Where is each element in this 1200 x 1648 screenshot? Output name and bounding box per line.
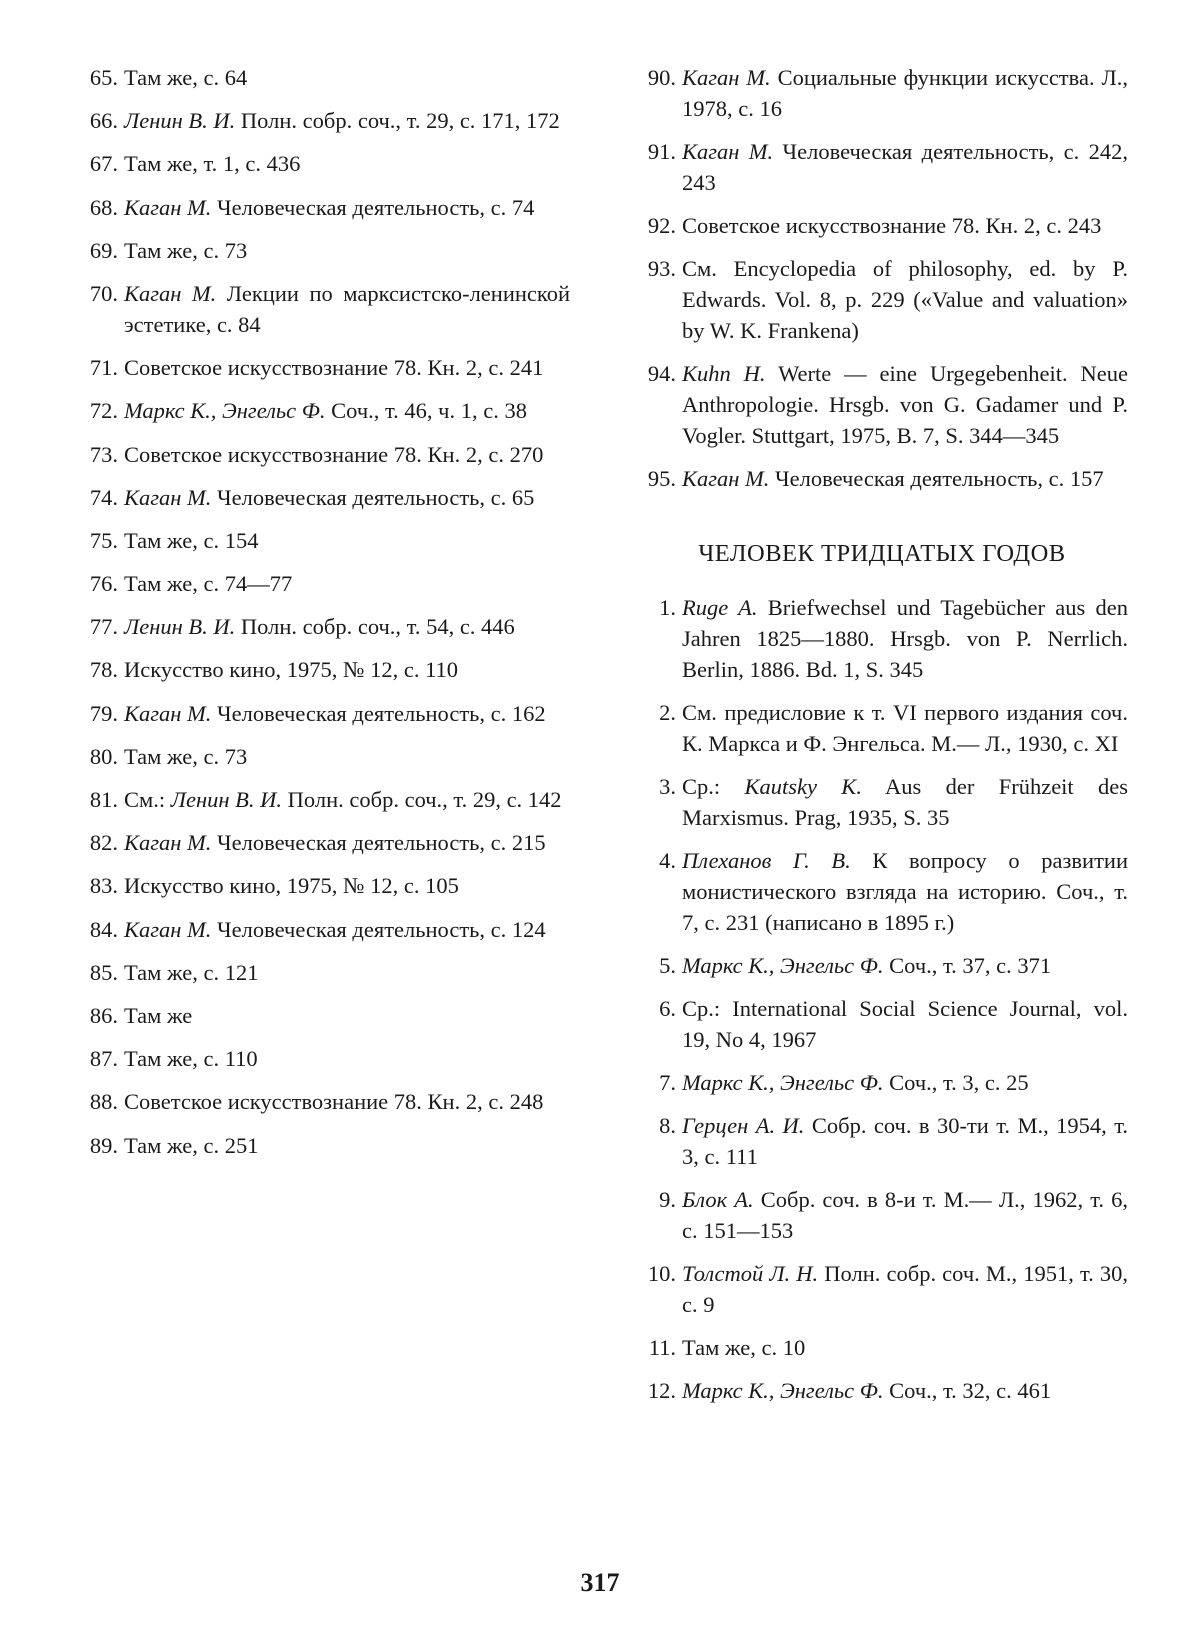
footnote-text: [124, 439, 570, 470]
footnote-item: [636, 463, 1128, 494]
footnote-item: [636, 210, 1128, 241]
footnote-body: Там же, с. 10: [682, 1335, 806, 1360]
footnote-body: Советское искусствознание 78. Кн. 2, с. 243: [682, 213, 1102, 238]
footnote-text: [124, 352, 570, 383]
footnote-item: [78, 148, 570, 179]
footnote-author: Каган М.: [682, 139, 774, 164]
footnote-text: [682, 1184, 1128, 1246]
footnote-text: [124, 568, 570, 599]
footnote-text: [682, 210, 1128, 241]
footnote-number: 79.: [89, 700, 118, 726]
footnote-number: 94.: [647, 361, 676, 386]
footnote-author: Каган М.: [124, 700, 212, 726]
footnote-text: [124, 482, 570, 513]
footnote-text: [124, 278, 570, 340]
footnote-item: [636, 845, 1128, 938]
footnote-number: 81.: [89, 787, 118, 812]
footnote-item: [78, 698, 570, 729]
footnote-text: [682, 62, 1128, 124]
footnote-number: 84.: [89, 916, 118, 942]
footnote-text: [124, 914, 570, 945]
footnote-body: Искусство кино, 1975, № 12, с. 110: [124, 657, 459, 683]
footnote-item: [636, 1184, 1128, 1246]
footnote-body: Полн. собр. соч., т. 29, с. 171, 172: [235, 108, 560, 134]
footnote-author: Каган М.: [682, 65, 771, 90]
footnote-number: 83.: [89, 873, 118, 899]
footnote-body: Там же, с. 74—77: [124, 571, 293, 597]
footnote-body: Там же, с. 64: [124, 65, 248, 90]
footnote-item: [78, 352, 570, 383]
footnote-item: [636, 771, 1128, 833]
footnote-author: Kautsky K.: [744, 774, 862, 799]
footnote-text: [124, 105, 570, 136]
footnote-item: [78, 192, 570, 223]
footnote-author: Ленин В. И.: [124, 108, 236, 134]
page-number: 317: [580, 1568, 620, 1597]
footnote-body: Там же, с. 110: [124, 1046, 258, 1072]
footnote-author: Каган М.: [124, 194, 212, 220]
footnote-text: [682, 1067, 1128, 1098]
footnote-body: Собр. соч. в 8-и т. М.— Л., 1962, т. 6, с. 151—153: [682, 1187, 1128, 1243]
footnote-body: Там же, с. 154: [124, 527, 259, 553]
footnote-body: Собр. соч. в 30-ти т. М., 1954, т. 3, с. 111: [682, 1113, 1128, 1169]
footnote-number: 2.: [659, 700, 676, 725]
footnote-item: [78, 784, 570, 815]
footnote-body: Человеческая деятельность, с. 74: [211, 194, 535, 220]
footnote-body: Полн. собр. соч., т. 29, с. 142: [282, 787, 562, 812]
footnote-item: [636, 1375, 1128, 1406]
right-column: [636, 62, 1128, 1418]
footnote-body: Briefwechsel und Tagebücher aus den Jahren 1825—1880. Hrsgb. von P. Nerrlich. Berlin, 1886. Bd. 1, S. 345: [682, 595, 1128, 682]
footnote-number: 67.: [89, 151, 118, 177]
footnote-number: 95.: [647, 466, 676, 491]
footnote-number: 73.: [89, 441, 118, 467]
footnote-item: [78, 1130, 570, 1161]
footnote-item: [78, 827, 570, 858]
footnote-author: Каган М.: [682, 466, 770, 491]
footnote-item: [78, 105, 570, 136]
footnote-author: Ruge A.: [682, 595, 758, 620]
footnote-body: Социальные функции искусства. Л., 1978, с. 16: [682, 65, 1129, 121]
footnote-author: Ленин В. И.: [124, 614, 236, 640]
footnote-text: [682, 1375, 1128, 1406]
footnote-number: 90.: [647, 65, 676, 90]
section-notes: [636, 592, 1128, 1406]
footnote-number: 72.: [89, 398, 118, 424]
footnote-text: [124, 654, 570, 685]
footnote-item: [636, 1110, 1128, 1172]
footnote-text: [124, 148, 570, 179]
footnote-item: [78, 1086, 570, 1117]
footnote-item: [78, 914, 570, 945]
footnote-item: [78, 654, 570, 685]
footnote-text: [682, 463, 1128, 494]
footnote-number: 5.: [659, 953, 676, 978]
footnote-body: Там же: [124, 1002, 193, 1028]
footnote-number: 10.: [647, 1261, 676, 1286]
footnote-body: Ср.: International Social Science Journal, vol. 19, No 4, 1967: [682, 996, 1128, 1052]
footnote-text: [124, 235, 570, 266]
footnote-number: 7.: [659, 1070, 676, 1095]
footnote-text: [682, 592, 1128, 685]
footnote-body: Там же, т. 1, с. 436: [124, 151, 301, 177]
footnote-number: 4.: [659, 848, 676, 873]
footnote-text: [124, 1043, 570, 1074]
footnote-item: [78, 870, 570, 901]
footnote-text: [124, 395, 570, 426]
footnote-body: Полн. собр. соч., т. 54, с. 446: [235, 614, 515, 640]
footnote-body: Соч., т. 32, с. 461: [883, 1378, 1052, 1403]
footnote-text: [682, 697, 1128, 759]
footnote-body: Человеческая деятельность, с. 215: [211, 830, 546, 856]
footnote-text: [682, 1332, 1128, 1363]
footnote-number: 82.: [89, 830, 118, 856]
footnote-number: 89.: [89, 1132, 118, 1158]
footnote-body: Советское искусствознание 78. Кн. 2, с. 248: [124, 1089, 544, 1115]
footnote-number: 8.: [659, 1113, 676, 1138]
footnote-author: Плеханов Г. В.: [682, 848, 851, 873]
footnote-item: [636, 1067, 1128, 1098]
footnote-body: Aus der Frühzeit des Marxismus. Prag, 1935, S. 35: [682, 774, 1129, 830]
footnote-body: Werte — eine Urgegebenheit. Neue Anthropologie. Hrsgb. von G. Gadamer und P. Vogler. Stuttgart, 1975, B. 7, S. 344—345: [682, 361, 1128, 448]
footnote-item: [636, 592, 1128, 685]
footnote-author: Kuhn H.: [682, 361, 766, 386]
footnote-item: [78, 568, 570, 599]
footnote-number: 11.: [648, 1335, 676, 1360]
right-column-notes: [636, 62, 1128, 494]
footnote-item: [78, 957, 570, 988]
footnote-number: 85.: [89, 959, 118, 985]
footnote-text: [124, 192, 570, 223]
footnote-number: 93.: [647, 256, 676, 281]
footnote-text: [124, 870, 570, 901]
footnote-item: [636, 697, 1128, 759]
footnote-body: Там же, с. 251: [124, 1132, 259, 1158]
footnote-item: [78, 439, 570, 470]
footnote-item: [78, 235, 570, 266]
footnote-text: [124, 1130, 570, 1161]
footnote-item: [636, 136, 1128, 198]
footnote-text: [124, 611, 570, 642]
footnote-number: 68.: [89, 194, 118, 220]
footnote-body: Человеческая деятельность, с. 157: [769, 466, 1104, 491]
footnote-number: 65.: [89, 65, 118, 90]
footnote-text: [124, 62, 570, 93]
footnote-text: [124, 741, 570, 772]
footnote-number: 70.: [89, 280, 118, 306]
footnote-number: 77.: [89, 614, 118, 640]
footnote-item: [78, 525, 570, 556]
footnote-item: [78, 62, 570, 93]
footnote-body: Соч., т. 37, с. 371: [883, 953, 1052, 978]
footnote-body: Искусство кино, 1975, № 12, с. 105: [124, 873, 459, 899]
footnote-item: [78, 1000, 570, 1031]
footnote-number: 12.: [647, 1378, 676, 1403]
left-column-notes: [78, 62, 570, 1173]
footnote-body: Человеческая деятельность, с. 124: [211, 916, 546, 942]
footnote-number: 9.: [659, 1187, 676, 1212]
footnote-text: [124, 698, 570, 729]
footnote-author: Герцен А. И.: [682, 1113, 805, 1138]
footnote-text: [124, 957, 570, 988]
footnote-author: Маркс К., Энгельс Ф.: [682, 1378, 884, 1403]
footnote-body: Человеческая деятельность, с. 242, 243: [682, 139, 1129, 195]
footnote-author: Маркс К., Энгельс Ф.: [682, 953, 884, 978]
footnote-number: 88.: [89, 1089, 118, 1115]
footnote-item: [636, 253, 1128, 346]
footnote-author: Каган М.: [124, 484, 212, 510]
footnote-author: Толстой Л. Н.: [682, 1261, 819, 1286]
footnote-item: [636, 358, 1128, 451]
footnote-number: 80.: [89, 743, 118, 769]
footnote-item: [636, 1258, 1128, 1320]
footnote-item: [78, 482, 570, 513]
footnote-item: [78, 741, 570, 772]
footnote-body: Там же, с. 73: [124, 237, 248, 263]
footnote-number: 74.: [89, 484, 118, 510]
footnote-author: Блок А.: [682, 1187, 754, 1212]
footnote-text: [124, 1000, 570, 1031]
footnote-text: [124, 1086, 570, 1117]
footnote-number: 69.: [89, 237, 118, 263]
footnote-text: [682, 1258, 1128, 1320]
footnote-item: [78, 1043, 570, 1074]
footnote-item: [78, 278, 570, 340]
footnote-author: Маркс К., Энгельс Ф.: [682, 1070, 884, 1095]
footnote-body: Полн. собр. соч. М., 1951, т. 30, с. 9: [682, 1261, 1129, 1317]
footnote-number: 87.: [89, 1046, 118, 1072]
footnote-text: [682, 253, 1128, 346]
footnote-prefix: Ср.:: [682, 774, 745, 799]
footnote-number: 91.: [647, 139, 676, 164]
footnote-author: Каган М.: [124, 916, 212, 942]
footnote-text: [682, 771, 1128, 833]
footnote-body: Соч., т. 46, ч. 1, с. 38: [325, 398, 527, 424]
footnote-number: 75.: [89, 527, 118, 553]
footnote-body: Лекции по марксистско-ленинской эстетике, с. 84: [124, 280, 570, 337]
footnote-number: 1.: [659, 595, 676, 620]
footnote-body: См. Encyclopedia of philosophy, ed. by P. Edwards. Vol. 8, p. 229 («Value and valuation» by W. K. Frankena): [682, 256, 1128, 343]
footnote-body: Человеческая деятельность, с. 65: [211, 484, 535, 510]
footnote-body: Советское искусствознание 78. Кн. 2, с. 270: [124, 441, 544, 467]
footnote-number: 3.: [659, 774, 676, 799]
footnote-number: 66.: [89, 108, 118, 134]
section-heading: ЧЕЛОВЕК ТРИДЦАТЫХ ГОДОВ: [698, 540, 1066, 567]
footnote-item: [78, 611, 570, 642]
footnote-text: [124, 827, 570, 858]
footnote-body: Советское искусствознание 78. Кн. 2, с. 241: [124, 355, 544, 381]
footnote-number: 86.: [89, 1002, 118, 1028]
footnote-number: 6.: [659, 996, 676, 1021]
footnote-author: Маркс К., Энгельс Ф.: [124, 398, 326, 424]
footnote-item: [636, 993, 1128, 1055]
footnote-body: К вопросу о развитии монистического взгляда на историю. Соч., т. 7, с. 231 (написано в 1895 г.): [682, 848, 1128, 935]
footnote-item: [78, 395, 570, 426]
footnote-body: См. предисловие к т. VI первого издания соч. К. Маркса и Ф. Энгельса. М.— Л., 1930, с. XI: [682, 700, 1128, 756]
footnote-item: [636, 950, 1128, 981]
footnote-text: [124, 525, 570, 556]
footnote-item: [636, 1332, 1128, 1363]
footnote-text: [682, 136, 1128, 198]
footnote-text: [682, 358, 1128, 451]
footnote-body: Соч., т. 3, с. 25: [883, 1070, 1029, 1095]
footnote-author: Каган М.: [124, 280, 217, 306]
footnote-text: [124, 784, 570, 815]
footnote-number: 78.: [89, 657, 118, 683]
footnote-item: [636, 62, 1128, 124]
footnote-text: [682, 993, 1128, 1055]
footnote-body: Там же, с. 73: [124, 743, 248, 769]
footnote-text: [682, 1110, 1128, 1172]
footnote-number: 76.: [89, 571, 118, 597]
footnote-prefix: См.:: [124, 787, 171, 812]
footnote-number: 92.: [647, 213, 676, 238]
footnote-author: Ленин В. И.: [170, 787, 283, 812]
footnote-text: [682, 845, 1128, 938]
footnote-author: Каган М.: [124, 830, 212, 856]
footnote-body: Там же, с. 121: [124, 959, 259, 985]
footnote-text: [682, 950, 1128, 981]
footnote-number: 71.: [89, 355, 118, 381]
footnote-body: Человеческая деятельность, с. 162: [211, 700, 546, 726]
